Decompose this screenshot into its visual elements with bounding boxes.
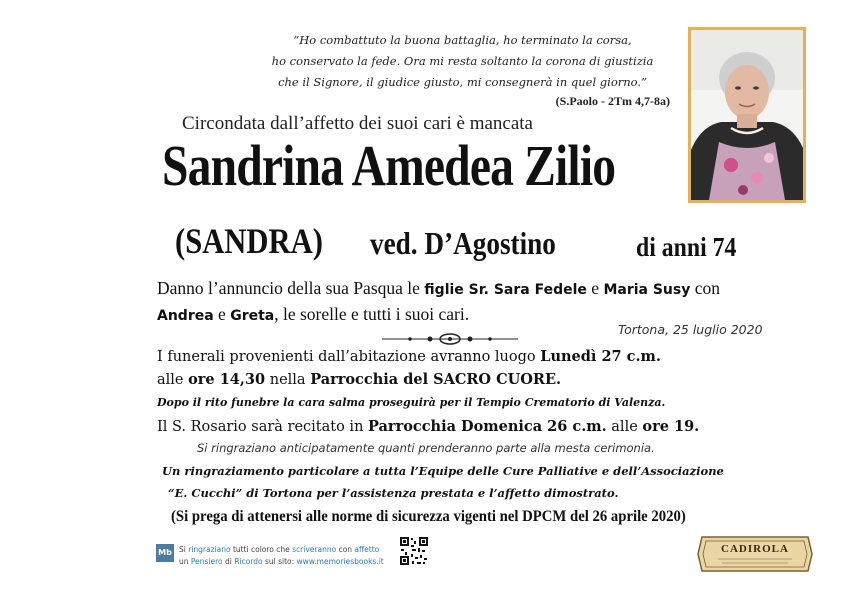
rosary-line — [157, 418, 699, 435]
quote-line: ho conservato la fede. Ora mi resta soltanto la corona di giustizia — [271, 54, 654, 68]
quote-source: (S.Paolo - 2Tm 4,7-8a) — [555, 94, 670, 108]
bible-quote — [250, 30, 675, 93]
funeral-church: Parrocchia del SACRO CUORE. — [310, 371, 562, 388]
age: di anni 74 — [636, 232, 737, 262]
intro-text: Circondata dall’affetto dei suoi cari è mancata — [182, 113, 533, 134]
undertaker-name: CADIROLA — [721, 543, 789, 555]
rosary-text: alle — [606, 419, 643, 435]
funeral-time: ore 14,30 — [188, 371, 266, 388]
qr-code-icon[interactable] — [399, 536, 429, 566]
footer-line-2: un Pensiero di Ricordo sul sito: www.memoriesbooks.it — [179, 557, 384, 566]
memoriesbooks-logo: Mb — [156, 544, 174, 562]
announcement-daughter-1: figlie Sr. Sara Fedele — [424, 282, 587, 298]
announcement-text: Danno l’annuncio della sua Pasqua le — [157, 278, 425, 298]
after-rite-text: Dopo il rito funebre la cara salma proseguirà per il Tempio Crematorio di Valenza. — [157, 396, 666, 409]
covid-notice: (Si prega di attenersi alle norme di sicurezza vigenti nel DPCM del 26 aprile 2020) — [171, 508, 686, 525]
widow-of: ved. D’Agostino — [370, 225, 556, 261]
nickname: (SANDRA) — [175, 221, 323, 261]
funeral-text: alle — [157, 372, 189, 388]
special-thanks-line-2: “E. Cucchi” di Tortona per l’assistenza prestata e l’affetto dimostrato. — [168, 486, 619, 500]
deceased-photo — [688, 27, 806, 203]
announcement-text: e — [586, 278, 604, 298]
quote-line: che il Signore, il giudice giusto, mi consegnerà in quel giorno.” — [278, 75, 647, 89]
special-thanks-line-1: Un ringraziamento particolare a tutta l’Equipe delle Cure Palliative e dell’Associazione — [162, 464, 724, 478]
portrait-image — [691, 30, 803, 200]
rosary-text: Il S. Rosario sarà recitato in — [157, 419, 369, 435]
announcement — [157, 276, 807, 328]
announcement-grandchild-1: Andrea — [157, 308, 214, 324]
website-link[interactable]: www.memoriesbooks.it — [296, 557, 384, 566]
undertaker-logo — [696, 533, 814, 575]
advance-thanks: Si ringraziano anticipatamente quanti prenderanno parte alla mesta cerimonia. — [197, 441, 655, 455]
funeral-date: Lunedì 27 c.m. — [540, 348, 661, 365]
ornament-divider — [380, 332, 520, 346]
announcement-text: , le sorelle e tutti i suoi cari. — [274, 304, 470, 324]
announcement-text: con — [690, 278, 721, 298]
deceased-name: Sandrina Amedea Zilio — [162, 133, 616, 198]
announcement-daughter-2: Maria Susy — [603, 282, 691, 298]
rosary-time: ore 19. — [642, 418, 700, 435]
rosary-date: Parrocchia Domenica 26 c.m. — [368, 418, 607, 435]
funeral-line-1 — [157, 348, 661, 365]
footer-line-1: Si ringraziano tutti coloro che scriveranno con affetto — [179, 545, 380, 554]
funeral-text: I funerali provenienti dall’abitazione avranno luogo — [157, 349, 541, 365]
announcement-grandchild-2: Greta — [230, 308, 275, 324]
place-date: Tortona, 25 luglio 2020 — [618, 322, 763, 337]
memoriesbooks-text — [179, 544, 384, 568]
funeral-text: nella — [265, 372, 311, 388]
announcement-text: e — [213, 304, 231, 324]
quote-line: “Ho combattuto la buona battaglia, ho terminato la corsa, — [293, 33, 632, 47]
funeral-line-2 — [157, 371, 561, 388]
